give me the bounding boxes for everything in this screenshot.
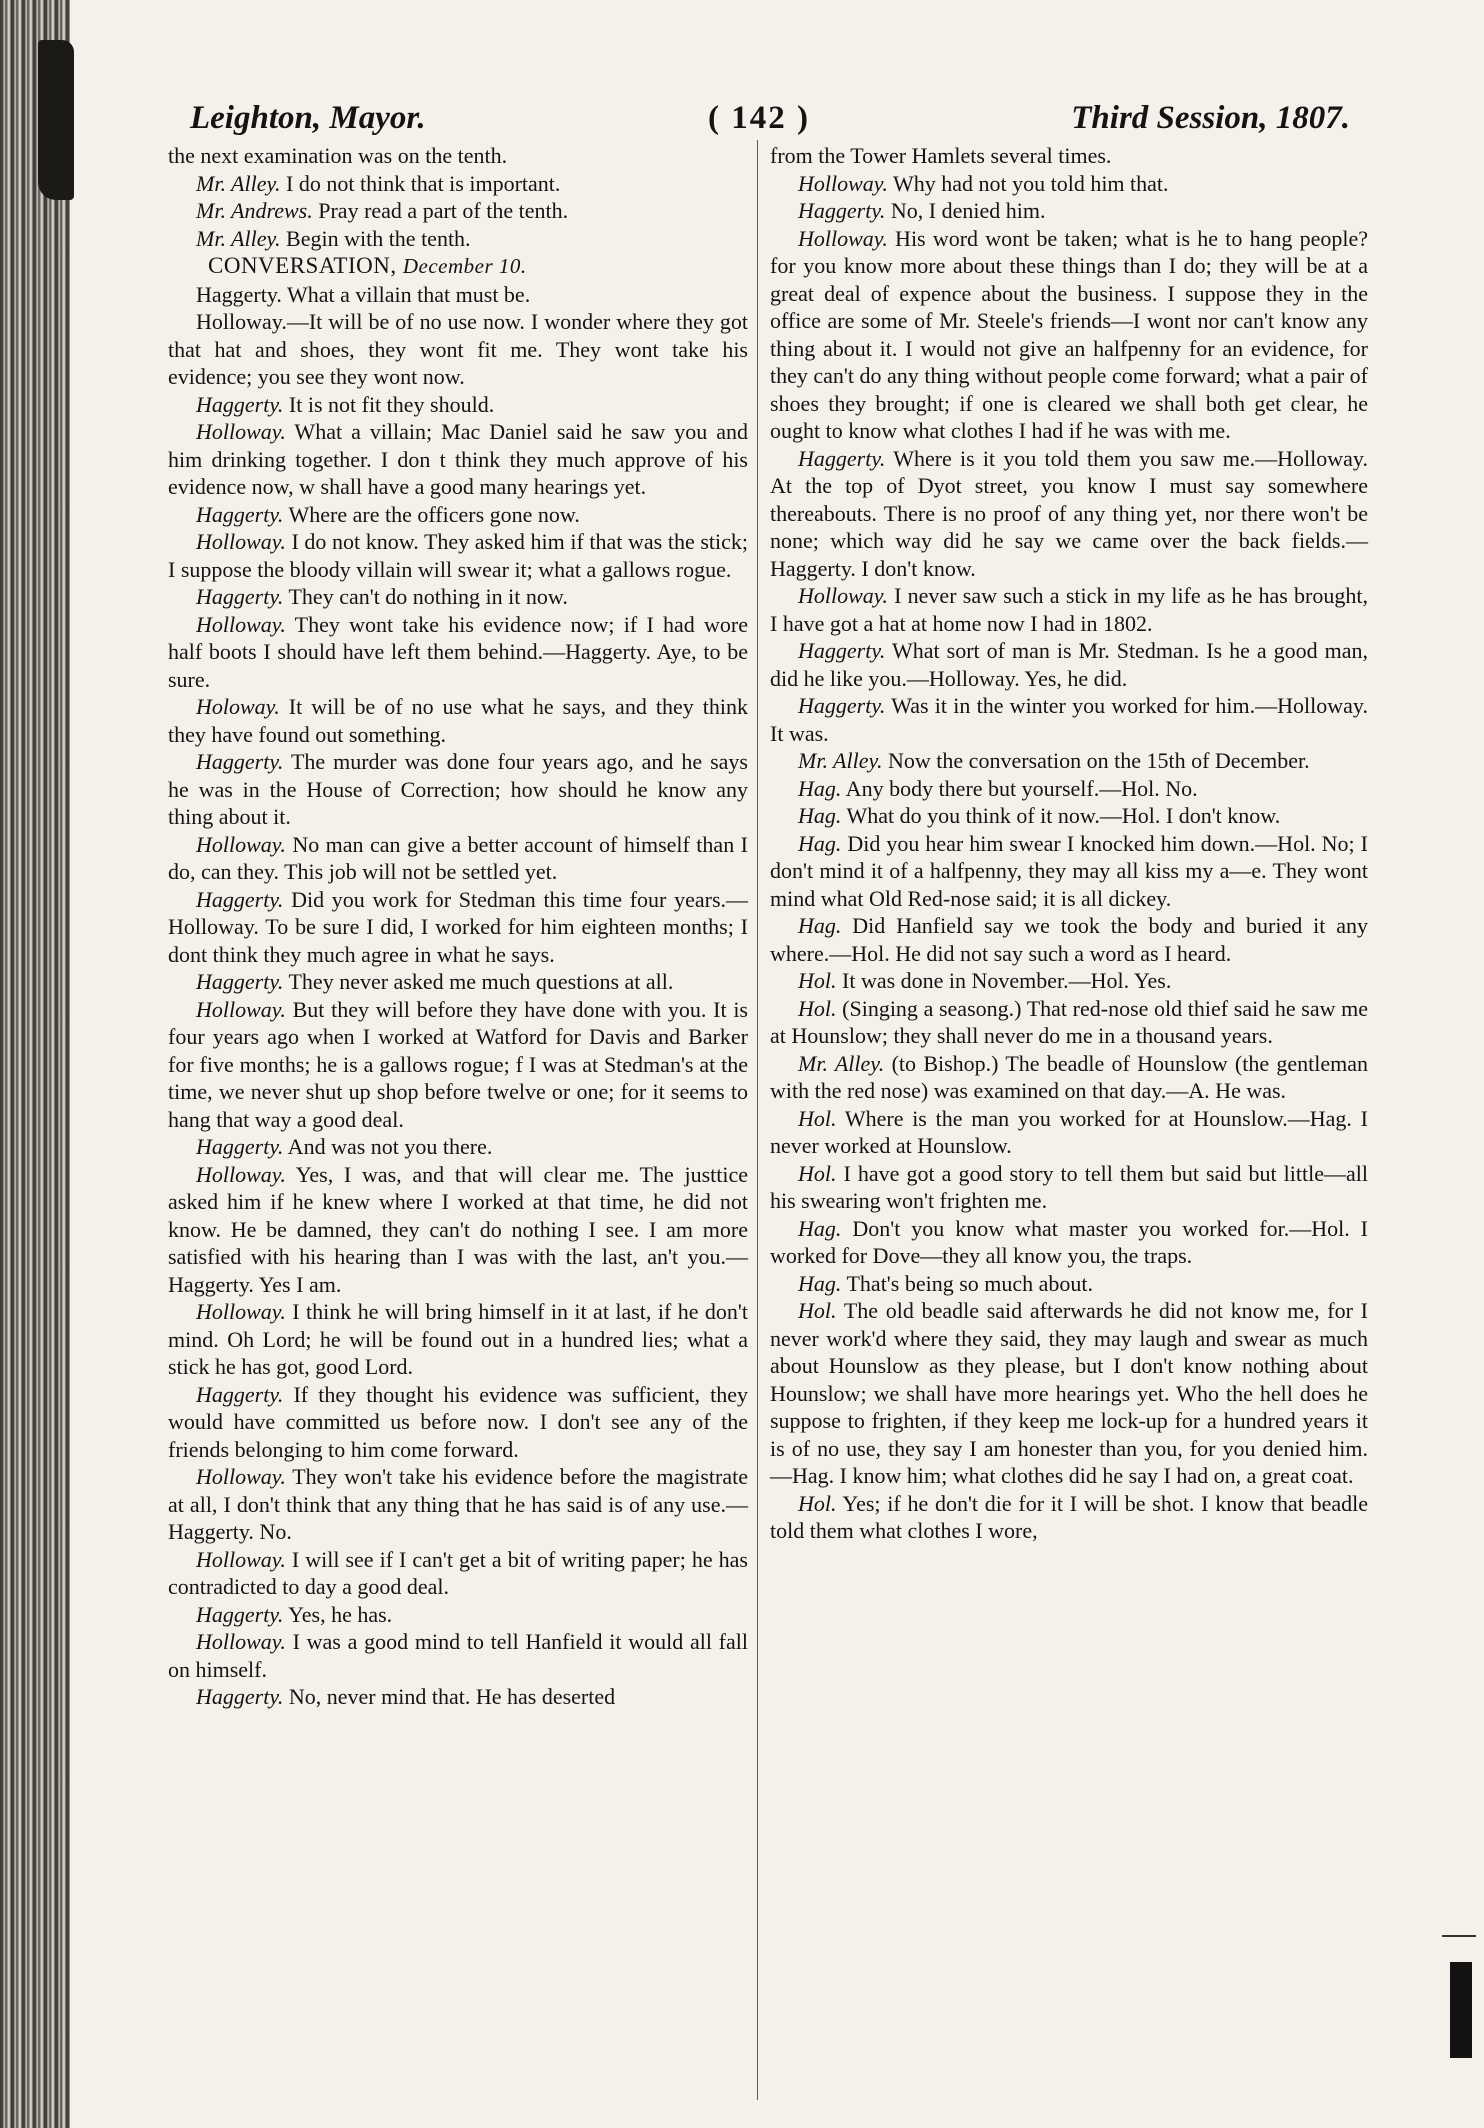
paragraph-text: Any body there but yourself.—Hol. No. bbox=[841, 775, 1198, 801]
speaker-name: Hol. bbox=[798, 995, 837, 1021]
speaker-name: Holloway. bbox=[798, 583, 888, 608]
heading-date: December 10. bbox=[402, 254, 527, 278]
paragraph-text: I do not think that is important. bbox=[280, 170, 561, 196]
speaker-name: Hol. bbox=[798, 1105, 837, 1131]
paragraph-text: It is not fit they should. bbox=[283, 391, 495, 417]
paragraph-text: Holloway.—It will be of no use now. I wonder where they got that hat and shoes, they wont fit me. They wont take his evidence; you see they wont now. bbox=[168, 309, 748, 389]
speaker-name: Haggerty. bbox=[196, 1601, 284, 1627]
paragraph-text: Why had not you told him that. bbox=[887, 170, 1169, 196]
paragraph bbox=[770, 912, 1368, 967]
paragraph bbox=[770, 1105, 1368, 1160]
speaker-name: Holloway. bbox=[196, 1546, 286, 1572]
paragraph bbox=[168, 996, 748, 1134]
paragraph bbox=[770, 747, 1368, 775]
paragraph-text: Where are the officers gone now. bbox=[283, 501, 580, 527]
speaker-name: Hag. bbox=[798, 913, 842, 938]
paragraph bbox=[168, 1546, 748, 1601]
speaker-name: Haggerty. bbox=[196, 584, 284, 609]
paragraph-text: from the Tower Hamlets several times. bbox=[770, 143, 1112, 168]
paragraph-text: It will be of no use what he says, and they think they have found out something. bbox=[168, 694, 748, 747]
speaker-name: Mr. Alley. bbox=[196, 225, 281, 251]
running-header bbox=[190, 100, 1350, 146]
paragraph-text: Haggerty. What a villain that must be. bbox=[196, 281, 531, 307]
paragraph-text: CONVERSATION, bbox=[208, 253, 403, 278]
speaker-name: Hag. bbox=[798, 803, 842, 828]
ink-blot bbox=[38, 40, 74, 200]
paragraph bbox=[770, 1297, 1368, 1490]
page-binding-edge bbox=[0, 0, 70, 2128]
speaker-name: Haggerty. bbox=[196, 969, 284, 994]
speaker-name: Holloway. bbox=[196, 611, 286, 637]
paragraph-text: The old beadle said afterwards he did not know me, for I never work'd where they said, they may laugh and swear as much about Hounslow as they please, but I don't know nothing about Hounslow; we shall have more hearings yet. Who the hell does he suppose to frighten, if they keep me lock-up for a hundred years it is of no use, they say I am honester than you, for you denied him.—Hag. I know him; what clothes did he say I had on, a great coat. bbox=[770, 1298, 1368, 1488]
paragraph bbox=[168, 501, 748, 529]
speaker-name: Hag. bbox=[798, 775, 842, 801]
page-number: ( 142 ) bbox=[708, 100, 810, 136]
paragraph bbox=[168, 748, 748, 831]
paragraph bbox=[770, 1215, 1368, 1270]
paragraph-text: What do you think of it now.—Hol. I don't know. bbox=[841, 803, 1281, 828]
paragraph-text: Pray read a part of the tenth. bbox=[312, 198, 569, 223]
paragraph-text: Begin with the tenth. bbox=[280, 225, 471, 251]
paragraph bbox=[168, 170, 748, 198]
paragraph bbox=[168, 308, 748, 391]
paragraph bbox=[770, 197, 1368, 225]
speaker-name: Holloway. bbox=[798, 225, 888, 251]
paragraph-text: I do not know. They asked him if that was the stick; I suppose the bloody villain will swear it; what a gallows rogue. bbox=[168, 529, 748, 582]
paragraph bbox=[168, 968, 748, 996]
speaker-name: Hag. bbox=[798, 830, 842, 856]
paragraph bbox=[168, 831, 748, 886]
paragraph bbox=[770, 775, 1368, 803]
paragraph-text: But they will before they have done with you. It is four years ago when I worked at Watford for Davis and Barker for five months; he is a gallows rogue; f I was at Stedman's at the time, we never shut up shop before twelve or one; for it seems to hang that way a good deal. bbox=[168, 996, 748, 1132]
paragraph bbox=[770, 692, 1368, 747]
speaker-name: Holoway. bbox=[196, 694, 280, 719]
paragraph-text: And was not you there. bbox=[283, 1134, 493, 1159]
header-right: Third Session, 1807. bbox=[1071, 100, 1350, 136]
paragraph-text: They won't take his evidence before the magistrate at all, I don't think that any thing that he has said is of any use.—Haggerty. No. bbox=[168, 1464, 748, 1544]
speaker-name: Haggerty. bbox=[196, 1134, 284, 1159]
paragraph-text: No, never mind that. He has deserted bbox=[283, 1684, 616, 1709]
paragraph bbox=[770, 637, 1368, 692]
column-divider bbox=[757, 140, 758, 2100]
paragraph-text: Did you hear him swear I knocked him down.—Hol. No; I don't mind it of a halfpenny, they may all kiss my a—e. They wont mind what Old Red-nose said; it is all dickey. bbox=[770, 830, 1368, 911]
paragraph bbox=[168, 1463, 748, 1546]
paragraph-text: I was a good mind to tell Hanfield it would all fall on himself. bbox=[168, 1629, 748, 1682]
speaker-name: Haggerty. bbox=[798, 693, 886, 718]
paragraph-text: (Singing a seasong.) That red-nose old thief said he saw me at Hounslow; they shall never do me in a thousand years. bbox=[770, 995, 1368, 1048]
speaker-name: Hol. bbox=[798, 1298, 837, 1323]
paragraph bbox=[770, 445, 1368, 583]
paragraph-text: Yes; if he don't die for it I will be shot. I know that beadle told them what clothes I wore, bbox=[770, 1490, 1368, 1543]
paragraph-text: No man can give a better account of himself than I do, can they. This job will not be settled yet. bbox=[168, 831, 748, 884]
paragraph bbox=[168, 528, 748, 583]
paragraph-text: (to Bishop.) The beadle of Hounslow (the gentleman with the red nose) was examined on that day.—A. He was. bbox=[770, 1050, 1368, 1103]
paragraph bbox=[770, 802, 1368, 830]
paragraph-text: Where is it you told them you saw me.—Holloway. At the top of Dyot street, you know I must say somewhere thereabouts. There is no proof of any thing yet, nor there won't be none; which way did he say we came over the back fields.—Haggerty. I don't know. bbox=[770, 445, 1368, 581]
margin-bar bbox=[1450, 1962, 1472, 2058]
paragraph bbox=[168, 1133, 748, 1161]
speaker-name: Hol. bbox=[798, 1160, 837, 1186]
paragraph bbox=[770, 995, 1368, 1050]
speaker-name: Holloway. bbox=[196, 1464, 286, 1489]
speaker-name: Haggerty. bbox=[798, 198, 886, 223]
paragraph-text: If they thought his evidence was sufficient, they would have committed us before now. I don't see any of the friends belonging to him come forward. bbox=[168, 1381, 748, 1462]
paragraph bbox=[168, 1628, 748, 1683]
paragraph bbox=[168, 1298, 748, 1381]
paragraph bbox=[168, 281, 748, 309]
paragraph bbox=[168, 225, 748, 253]
paragraph-text: It was done in November.—Hol. Yes. bbox=[836, 968, 1172, 993]
speaker-name: Hag. bbox=[798, 1270, 842, 1296]
paragraph bbox=[770, 830, 1368, 913]
speaker-name: Haggerty. bbox=[798, 445, 886, 471]
paragraph bbox=[770, 582, 1368, 637]
paragraph bbox=[770, 225, 1368, 445]
speaker-name: Haggerty. bbox=[196, 501, 284, 527]
left-column bbox=[168, 142, 748, 1711]
paragraph bbox=[168, 611, 748, 694]
speaker-name: Holloway. bbox=[196, 1629, 286, 1654]
paragraph bbox=[770, 1490, 1368, 1545]
paragraph-text: I think he will bring himself in it at last, if he don't mind. Oh Lord; he will be found out in a hundred lies; what a stick he has got, good Lord. bbox=[168, 1299, 748, 1379]
speaker-name: Holloway. bbox=[196, 996, 286, 1022]
paragraph-text: They never asked me much questions at all. bbox=[283, 969, 674, 994]
paragraph bbox=[168, 252, 748, 281]
speaker-name: Mr. Alley. bbox=[798, 748, 883, 773]
speaker-name: Mr. Alley. bbox=[196, 170, 281, 196]
paragraph bbox=[168, 693, 748, 748]
paragraph bbox=[168, 1161, 748, 1299]
speaker-name: Holloway. bbox=[798, 170, 888, 196]
paragraph-text: Now the conversation on the 15th of December. bbox=[882, 748, 1310, 773]
paragraph-text: No, I denied him. bbox=[885, 198, 1046, 223]
speaker-name: Holloway. bbox=[196, 1161, 286, 1187]
paragraph bbox=[770, 142, 1368, 170]
paragraph-text: Yes, I was, and that will clear me. The justtice asked him if he knew where I worked at that time, he did not know. He be damned, they can't do nothing I see. I am more satisfied with his hearing than I was with the last, an't you.—Haggerty. Yes I am. bbox=[168, 1161, 748, 1297]
paragraph bbox=[770, 170, 1368, 198]
paragraph-text: What a villain; Mac Daniel said he saw you and him drinking together. I don t think they much approve of his evidence now, w shall have a good many hearings yet. bbox=[168, 419, 748, 499]
speaker-name: Haggerty. bbox=[798, 638, 886, 663]
paragraph bbox=[770, 1050, 1368, 1105]
paragraph bbox=[168, 1381, 748, 1464]
speaker-name: Haggerty. bbox=[196, 749, 284, 774]
paragraph bbox=[168, 197, 748, 225]
speaker-name: Holloway. bbox=[196, 419, 286, 444]
paragraph-text: the next examination was on the tenth. bbox=[168, 143, 508, 168]
paragraph bbox=[168, 142, 748, 170]
margin-rule bbox=[1442, 1935, 1476, 1937]
speaker-name: Hol. bbox=[798, 968, 837, 993]
speaker-name: Holloway. bbox=[196, 831, 286, 857]
paragraph-text: Was it in the winter you worked for him.—Holloway. It was. bbox=[770, 693, 1368, 746]
paragraph bbox=[168, 1683, 748, 1711]
paragraph-text: They can't do nothing in it now. bbox=[283, 584, 568, 609]
paragraph bbox=[168, 418, 748, 501]
speaker-name: Haggerty. bbox=[196, 886, 284, 912]
speaker-name: Holloway. bbox=[196, 1299, 286, 1324]
speaker-name: Holloway. bbox=[196, 529, 286, 554]
paragraph-text: I never saw such a stick in my life as he has brought, I have got a hat at home now I had in 1802. bbox=[770, 583, 1368, 636]
paragraph-text: I will see if I can't get a bit of writing paper; he has contradicted to day a good deal. bbox=[168, 1546, 748, 1599]
speaker-name: Haggerty. bbox=[196, 391, 284, 417]
header-left: Leighton, Mayor. bbox=[190, 100, 426, 136]
paragraph-text: I have got a good story to tell them but said but little—all his swearing won't frighten me. bbox=[770, 1160, 1368, 1213]
paragraph-text: Don't you know what master you worked for.—Hol. I worked for Dove—they all know you, the traps. bbox=[770, 1215, 1368, 1268]
speaker-name: Haggerty. bbox=[196, 1381, 284, 1407]
paragraph-text: Did Hanfield say we took the body and buried it any where.—Hol. He did not say such a word as I heard. bbox=[770, 913, 1368, 966]
paragraph bbox=[168, 886, 748, 969]
speaker-name: Hag. bbox=[798, 1215, 842, 1241]
paragraph-text: That's being so much about. bbox=[841, 1270, 1094, 1296]
paragraph-text: Yes, he has. bbox=[283, 1601, 393, 1627]
paragraph-text: They wont take his evidence now; if I had wore half boots I should have left them behind.—Haggerty. Aye, to be sure. bbox=[168, 611, 748, 692]
paragraph bbox=[770, 1160, 1368, 1215]
paragraph bbox=[770, 1270, 1368, 1298]
paragraph bbox=[770, 967, 1368, 995]
speaker-name: Hol. bbox=[798, 1490, 837, 1516]
paragraph-text: What sort of man is Mr. Stedman. Is he a good man, did he like you.—Holloway. Yes, he did. bbox=[770, 638, 1368, 691]
speaker-name: Mr. Alley. bbox=[798, 1050, 885, 1076]
paragraph-text: The murder was done four years ago, and he says he was in the House of Correction; how should he know any thing about it. bbox=[168, 749, 748, 829]
paragraph bbox=[168, 1601, 748, 1629]
paragraph-text: Where is the man you worked for at Hounslow.—Hag. I never worked at Hounslow. bbox=[770, 1105, 1368, 1158]
speaker-name: Haggerty. bbox=[196, 1684, 284, 1709]
speaker-name: Mr. Andrews. bbox=[196, 198, 313, 223]
paragraph bbox=[168, 583, 748, 611]
paragraph bbox=[168, 391, 748, 419]
right-column bbox=[770, 142, 1368, 1545]
paragraph-text: His word wont be taken; what is he to hang people? for you know more about these things than I do; they will be at a great deal of expence about the business. I suppose they in the office are some of Mr. Steele's friends—I wont nor can't know any thing about it. I would not give an halfpenny for an evidence, for they can't do any thing without people come forward; what a pair of shoes they brought; if one is cleared we shall both get clear, he ought to know what clothes I had if he was with me. bbox=[770, 225, 1368, 443]
paragraph-text: Did you work for Stedman this time four years.—Holloway. To be sure I did, I worked for him eighteen months; I dont think they much agree in what he says. bbox=[168, 886, 748, 967]
